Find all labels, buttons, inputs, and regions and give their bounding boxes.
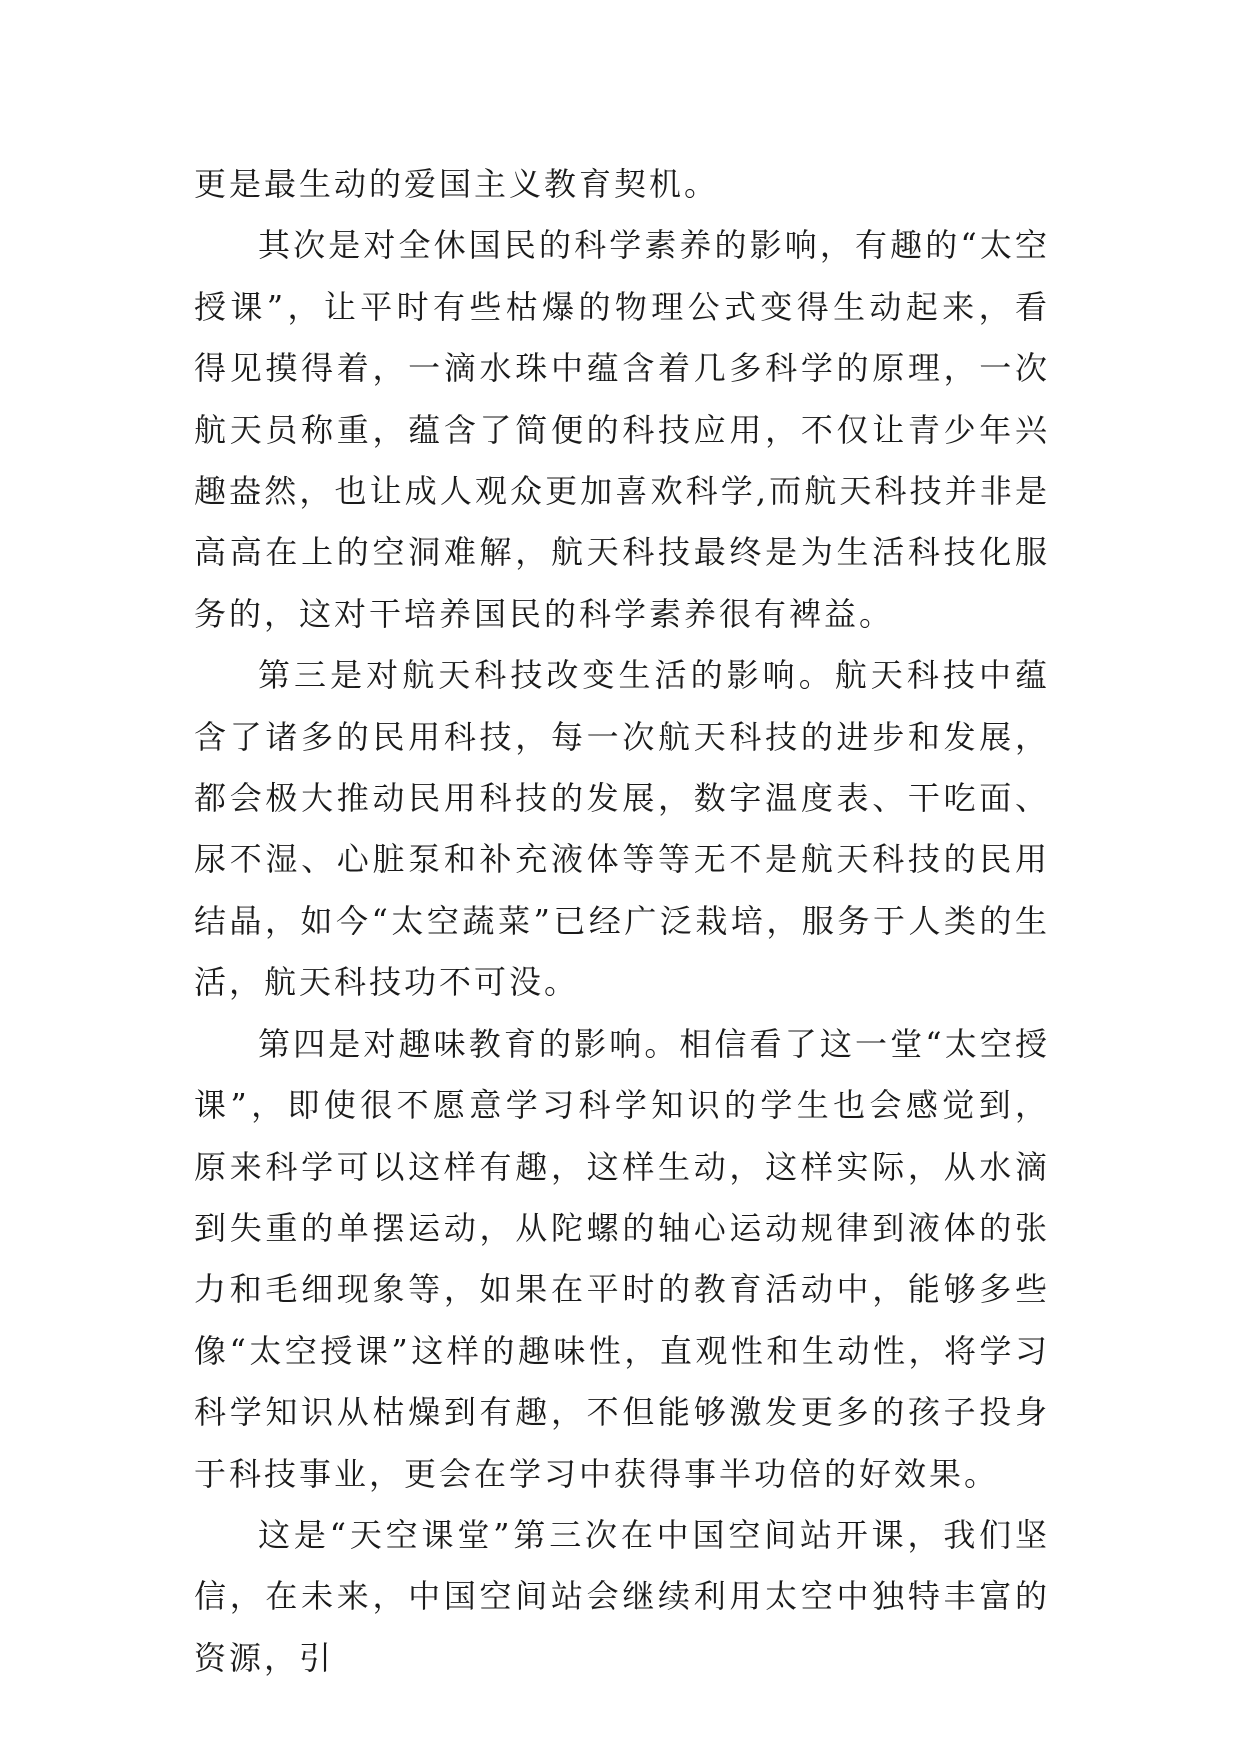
document-body xyxy=(194,154,1050,1689)
paragraph-4: 第四是对趣味教育的影响。相信看了这一堂“太空授课”，即使很不愿意学习科学知识的学生也会感觉到，原来科学可以这样有趣，这样生动，这样实际，从水滴到失重的单摆运动，从陀螺的轴心运动规律到液体的张力和毛细现象等，如果在平时的教育活动中，能够多些像“太空授课”这样的趣味性，直观性和生动性，将学习科学知识从枯燥到有趣，不但能够激发更多的孩子投身于科技事业，更会在学习中获得事半功倍的好效果。 xyxy=(194,1024,1050,1493)
paragraph-3: 第三是对航天科技改变生活的影响。航天科技中蕴含了诸多的民用科技，每一次航天科技的进步和发展，都会极大推动民用科技的发展，数字温度表、干吃面、尿不湿、心脏泵和补充液体等等无不是航天科技的民用结晶，如今“太空蔬菜”已经广泛栽培，服务于人类的生活，航天科技功不可没。 xyxy=(194,656,1050,1002)
paragraph-2: 其次是对全休国民的科学素养的影响，有趣的“太空授课”，让平时有些枯爆的物理公式变得生动起来，看得见摸得着，一滴水珠中蕴含着几多科学的原理，一次航天员称重，蕴含了简便的科技应用，不仅让青少年兴趣盎然，也让成人观众更加喜欢科学,而航天科技并非是高高在上的空洞难解，航天科技最终是为生活科技化服务的，这对干培养国民的科学素养很有裨益。 xyxy=(194,226,1050,633)
paragraph-5: 这是“天空课堂”第三次在中国空间站开课，我们坚信，在未来，中国空间站会继续利用太空中独特丰富的资源，引 xyxy=(194,1515,1050,1677)
paragraph-1: 更是最生动的爱国主义教育契机。 xyxy=(194,165,720,203)
